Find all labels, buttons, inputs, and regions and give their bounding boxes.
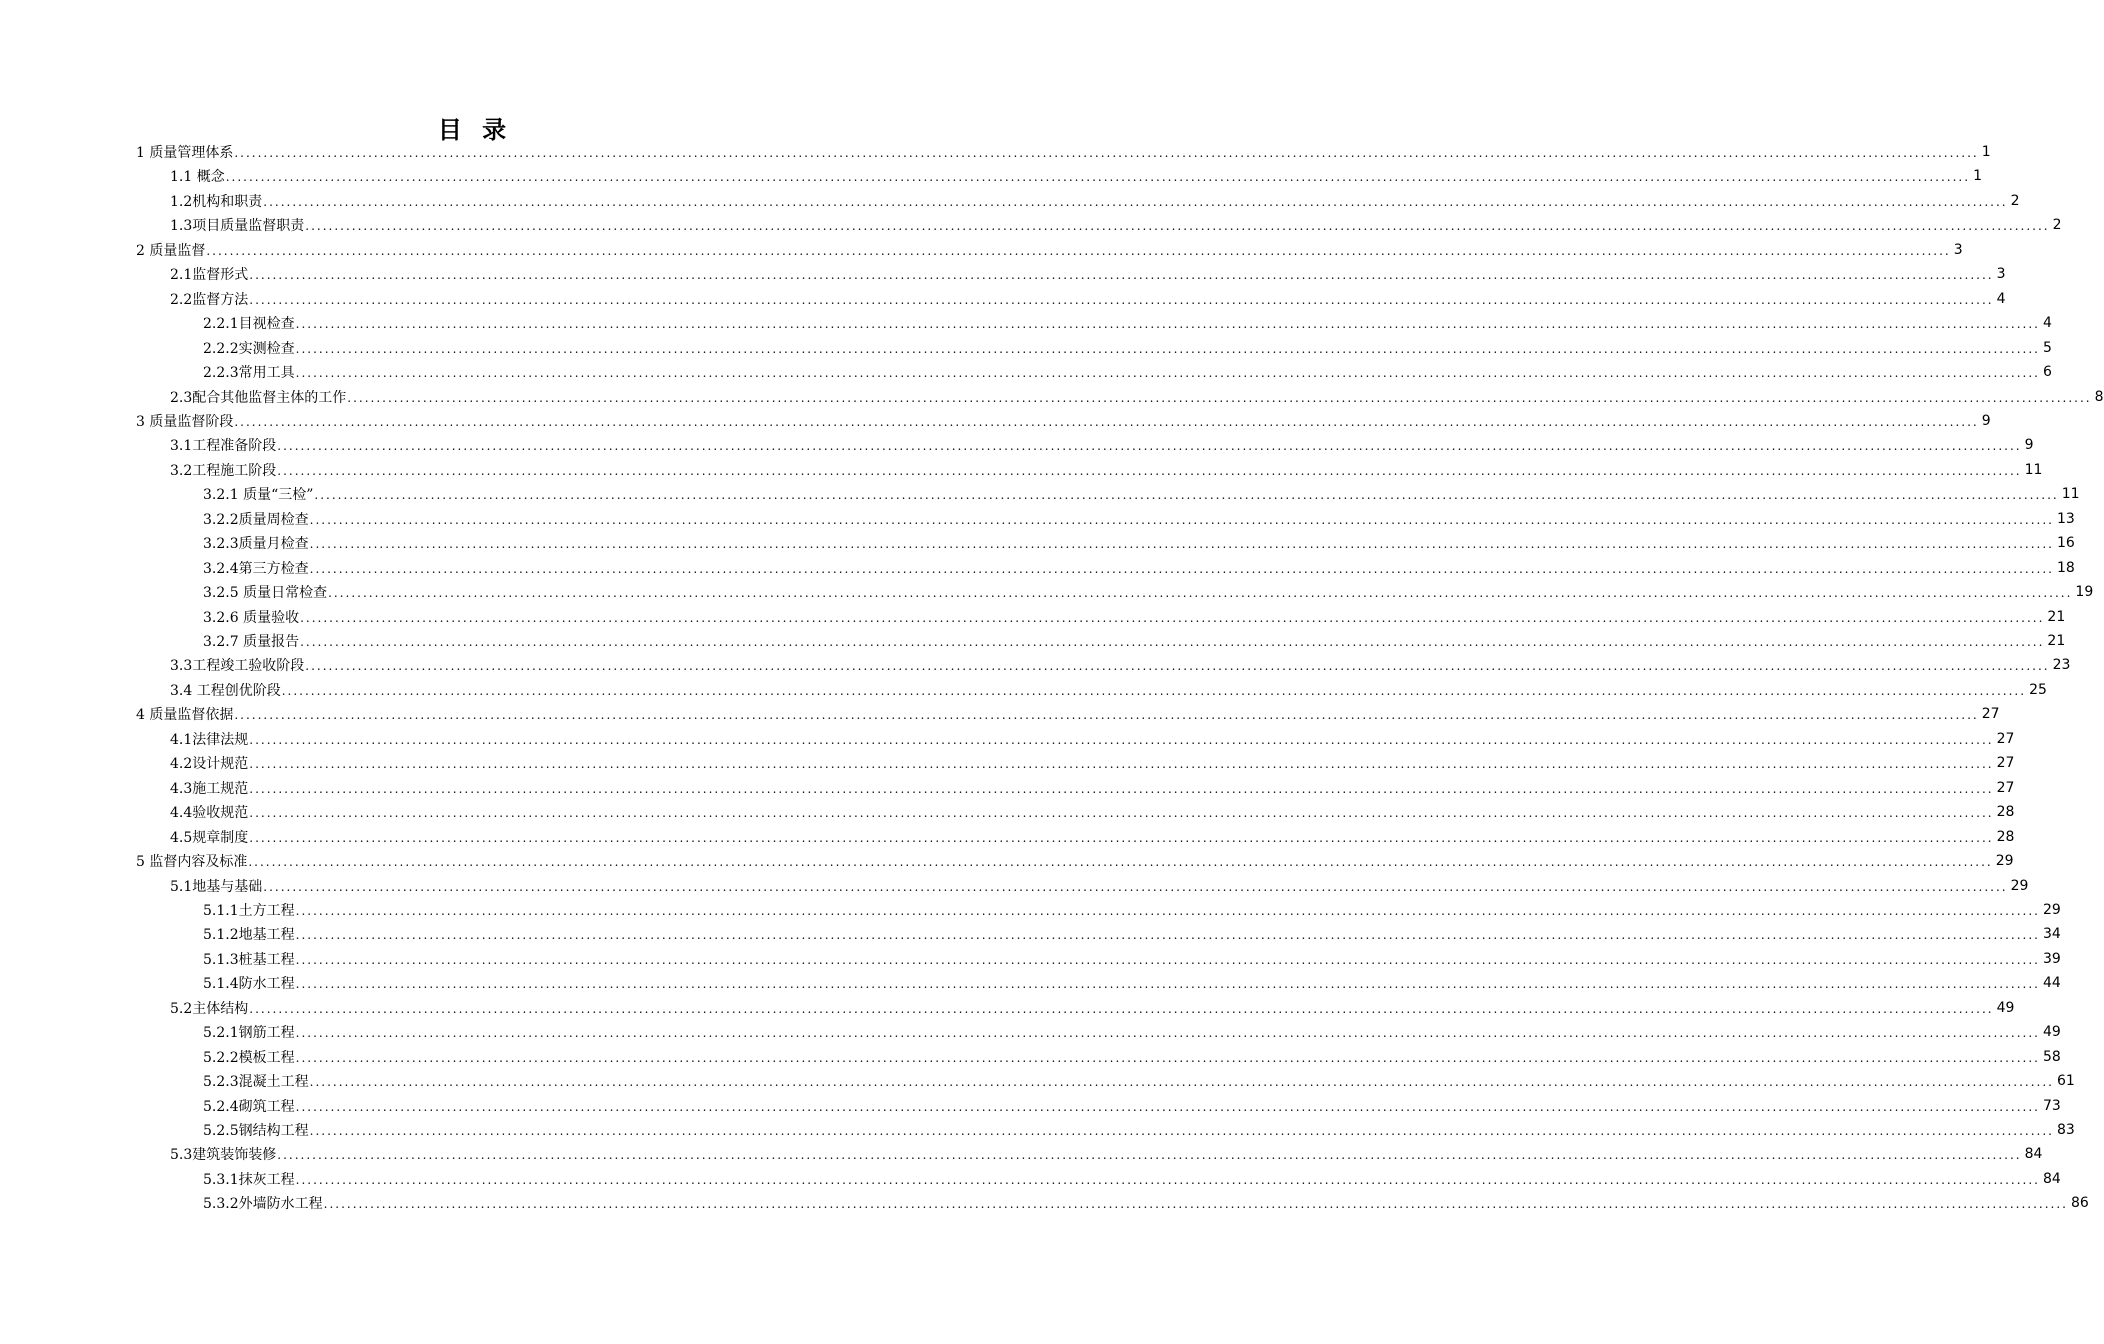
toc-page-number: 73	[2042, 1098, 2061, 1114]
toc-page-number: 58	[2042, 1049, 2061, 1065]
toc-page-number: 29	[1995, 853, 2014, 869]
toc-page-number: 29	[2010, 878, 2029, 894]
toc-page-number: 21	[2047, 633, 2066, 649]
toc-page-number: 49	[1996, 1000, 2015, 1016]
toc-leader-dots: ............................................................................................................................................................................................................................................................................................................	[309, 562, 2054, 576]
toc-entry[interactable]	[136, 850, 2014, 872]
toc-entry-label: 3.4 工程创优阶段	[170, 683, 281, 699]
toc-leader-dots: ............................................................................................................................................................................................................................................................................................................	[295, 342, 2040, 356]
toc-entry-label: 5.2.4砌筑工程	[203, 1099, 295, 1115]
toc-page-number: 13	[2056, 511, 2075, 527]
toc-page-number: 2	[2052, 217, 2062, 233]
toc-entry[interactable]	[170, 288, 2006, 310]
toc-entry[interactable]	[203, 1192, 2089, 1214]
toc-entry[interactable]	[203, 1119, 2075, 1141]
toc-entry-label: 5.2.2模板工程	[203, 1050, 295, 1066]
toc-entry[interactable]	[170, 263, 2006, 285]
toc-entry-label: 5.1.4防水工程	[203, 976, 295, 992]
toc-entry[interactable]	[203, 948, 2061, 970]
toc-leader-dots: ............................................................................................................................................................................................................................................................................................................	[295, 1051, 2040, 1065]
toc-entry-label: 3.3工程竣工验收阶段	[170, 658, 305, 674]
toc-entry-label: 4 质量监督依据	[136, 707, 234, 723]
toc-page-number: 4	[2042, 315, 2052, 331]
toc-page-number: 86	[2070, 1195, 2089, 1211]
toc-entry[interactable]	[203, 1095, 2061, 1117]
toc-entry-label: 5.2.3混凝土工程	[203, 1074, 309, 1090]
toc-entry-label: 5.1.3桩基工程	[203, 952, 295, 968]
toc-entry-label: 2.3配合其他监督主体的工作	[170, 390, 347, 406]
toc-page-number: 23	[2052, 657, 2071, 673]
toc-leader-dots: ............................................................................................................................................................................................................................................................................................................	[295, 953, 2040, 967]
toc-leader-dots: ............................................................................................................................................................................................................................................................................................................	[277, 439, 2022, 453]
toc-page-number: 19	[2075, 584, 2094, 600]
toc-entry[interactable]	[170, 777, 2015, 799]
toc-page-number: 28	[1996, 804, 2015, 820]
toc-entry-label: 5.3建筑装饰装修	[170, 1147, 277, 1163]
toc-entry[interactable]	[170, 459, 2043, 481]
toc-entry-label: 5.1.2地基工程	[203, 927, 295, 943]
toc-page-number: 18	[2056, 560, 2075, 576]
toc-entry-label: 4.3施工规范	[170, 781, 249, 797]
toc-leader-dots: ............................................................................................................................................................................................................................................................................................................	[295, 928, 2040, 942]
toc-leader-dots: ............................................................................................................................................................................................................................................................................................................	[249, 733, 1994, 747]
toc-entry[interactable]	[203, 923, 2061, 945]
toc-title: 目 录	[437, 116, 513, 144]
toc-leader-dots: ............................................................................................................................................................................................................................................................................................................	[263, 195, 2008, 209]
toc-leader-dots: ............................................................................................................................................................................................................................................................................................................	[305, 659, 2050, 673]
toc-entry[interactable]	[203, 1070, 2075, 1092]
toc-page-number: 16	[2056, 535, 2075, 551]
toc-page-number: 27	[1996, 755, 2015, 771]
toc-page-number: 84	[2024, 1146, 2043, 1162]
toc-leader-dots: ............................................................................................................................................................................................................................................................................................................	[249, 782, 1994, 796]
toc-entry[interactable]	[170, 214, 2062, 236]
toc-entry-label: 1.3项目质量监督职责	[170, 218, 305, 234]
toc-leader-dots: ............................................................................................................................................................................................................................................................................................................	[305, 219, 2050, 233]
toc-page-number: 11	[2024, 462, 2043, 478]
toc-page-number: 21	[2047, 609, 2066, 625]
toc-page-number: 27	[1981, 706, 2000, 722]
toc-entry-label: 3.2.3质量月检查	[203, 536, 309, 552]
toc-leader-dots: ............................................................................................................................................................................................................................................................................................................	[234, 708, 1979, 722]
toc-entry-label: 1.2机构和职责	[170, 194, 263, 210]
toc-leader-dots: ............................................................................................................................................................................................................................................................................................................	[249, 831, 1994, 845]
toc-entry-label: 5.3.2外墙防水工程	[203, 1196, 323, 1212]
toc-page-number: 5	[2042, 340, 2052, 356]
toc-entry[interactable]	[170, 165, 1982, 187]
toc-entry-label: 3 质量监督阶段	[136, 414, 234, 430]
toc-entry-label: 5.2.1钢筋工程	[203, 1025, 295, 1041]
toc-entry-label: 5.2主体结构	[170, 1001, 249, 1017]
toc-page-number: 3	[1996, 266, 2006, 282]
toc-page-number: 9	[2024, 437, 2034, 453]
toc-page-number: 28	[1996, 829, 2015, 845]
toc-leader-dots: ............................................................................................................................................................................................................................................................................................................	[309, 513, 2054, 527]
toc-leader-dots: ............................................................................................................................................................................................................................................................................................................	[300, 635, 2045, 649]
toc-entry-label: 5.1地基与基础	[170, 879, 263, 895]
toc-entry-label: 3.2.2质量周检查	[203, 512, 309, 528]
toc-leader-dots: ............................................................................................................................................................................................................................................................................................................	[309, 537, 2054, 551]
toc-entry[interactable]	[203, 361, 2052, 383]
toc-entry[interactable]	[203, 630, 2066, 652]
toc-leader-dots: ............................................................................................................................................................................................................................................................................................................	[249, 293, 1994, 307]
toc-leader-dots: ............................................................................................................................................................................................................................................................................................................	[281, 684, 2027, 698]
toc-entry[interactable]	[170, 679, 2047, 701]
toc-page-number: 25	[2029, 682, 2047, 698]
toc-entry-label: 2.2.3常用工具	[203, 365, 295, 381]
toc-entry[interactable]	[203, 1021, 2061, 1043]
toc-page-number: 8	[2094, 389, 2104, 405]
toc-entry[interactable]	[170, 801, 2015, 823]
toc-page-number: 29	[2042, 902, 2061, 918]
toc-entry[interactable]	[203, 483, 2080, 505]
toc-entry[interactable]	[203, 899, 2061, 921]
toc-entry-label: 3.2.4第三方检查	[203, 561, 309, 577]
toc-entry-label: 3.2.5 质量日常检查	[203, 585, 328, 601]
toc-page-number: 3	[1953, 242, 1963, 258]
toc-leader-dots: ............................................................................................................................................................................................................................................................................................................	[347, 391, 2092, 405]
toc-page-number: 11	[2061, 486, 2080, 502]
toc-page-number: 27	[1996, 780, 2015, 796]
toc-entry-label: 4.5规章制度	[170, 830, 249, 846]
toc-page-number: 1	[1973, 168, 1982, 184]
toc-entry[interactable]	[203, 557, 2075, 579]
toc-page-number: 84	[2042, 1171, 2061, 1187]
toc-entry-label: 1 质量管理体系	[136, 145, 234, 161]
toc-entry-label: 3.1工程准备阶段	[170, 438, 277, 454]
toc-entry-label: 3.2.1 质量“三检”	[203, 487, 314, 503]
toc-entry[interactable]	[136, 141, 1991, 163]
toc-entry[interactable]	[136, 703, 2000, 725]
toc-leader-dots: ............................................................................................................................................................................................................................................................................................................	[295, 1026, 2040, 1040]
toc-page-number: 61	[2056, 1073, 2075, 1089]
toc-leader-dots: ............................................................................................................................................................................................................................................................................................................	[295, 366, 2040, 380]
toc-entry-label: 4.1法律法规	[170, 732, 249, 748]
toc-entry[interactable]	[170, 826, 2015, 848]
toc-entry[interactable]	[203, 337, 2052, 359]
toc-page-number: 34	[2042, 926, 2061, 942]
toc-leader-dots: ............................................................................................................................................................................................................................................................................................................	[295, 1100, 2040, 1114]
toc-page-number: 39	[2042, 951, 2061, 967]
toc-entry-label: 5.2.5钢结构工程	[203, 1123, 309, 1139]
toc-entry-label: 3.2.7 质量报告	[203, 634, 300, 650]
toc-entry-label: 5.3.1抹灰工程	[203, 1172, 295, 1188]
toc-leader-dots: ............................................................................................................................................................................................................................................................................................................	[249, 1002, 1994, 1016]
toc-leader-dots: ............................................................................................................................................................................................................................................................................................................	[300, 611, 2045, 625]
toc-leader-dots: ............................................................................................................................................................................................................................................................................................................	[295, 977, 2040, 991]
toc-entry-label: 1.1 概念	[170, 169, 225, 185]
toc-entry[interactable]	[170, 434, 2034, 456]
toc-entry[interactable]	[136, 239, 1963, 261]
toc-entry[interactable]	[203, 581, 2094, 603]
toc-entry[interactable]	[203, 312, 2052, 334]
toc-page-number: 2	[2010, 193, 2020, 209]
toc-leader-dots: ............................................................................................................................................................................................................................................................................................................	[249, 757, 1994, 771]
toc-leader-dots: ............................................................................................................................................................................................................................................................................................................	[206, 244, 1951, 258]
toc-entry-label: 3.2工程施工阶段	[170, 463, 277, 479]
toc-leader-dots: ............................................................................................................................................................................................................................................................................................................	[295, 317, 2040, 331]
toc-entry-label: 4.4验收规范	[170, 805, 249, 821]
toc-page-number: 27	[1996, 731, 2015, 747]
toc-entry[interactable]	[170, 386, 2104, 408]
toc-page-number: 9	[1981, 413, 1991, 429]
toc-page-number: 1	[1981, 144, 1991, 160]
toc-entry[interactable]	[170, 997, 2015, 1019]
toc-leader-dots: ............................................................................................................................................................................................................................................................................................................	[295, 1173, 2040, 1187]
toc-entry[interactable]	[203, 606, 2066, 628]
toc-entry[interactable]	[170, 190, 2020, 212]
toc-entry-label: 2.2监督方法	[170, 292, 249, 308]
toc-entry-label: 4.2设计规范	[170, 756, 249, 772]
toc-leader-dots: ............................................................................................................................................................................................................................................................................................................	[309, 1075, 2054, 1089]
toc-leader-dots: ............................................................................................................................................................................................................................................................................................................	[249, 806, 1994, 820]
toc-leader-dots: ............................................................................................................................................................................................................................................................................................................	[309, 1124, 2054, 1138]
toc-entry[interactable]	[203, 508, 2075, 530]
toc-entry-label: 5 监督内容及标准	[136, 854, 248, 870]
toc-leader-dots: ............................................................................................................................................................................................................................................................................................................	[295, 904, 2040, 918]
toc-leader-dots: ............................................................................................................................................................................................................................................................................................................	[328, 586, 2073, 600]
toc-entry[interactable]	[170, 1143, 2043, 1165]
toc-page-number: 4	[1996, 291, 2006, 307]
toc-entry-label: 2.2.1目视检查	[203, 316, 295, 332]
toc-entry[interactable]	[203, 1168, 2061, 1190]
toc-entry[interactable]	[203, 972, 2061, 994]
toc-leader-dots: ............................................................................................................................................................................................................................................................................................................	[314, 488, 2059, 502]
toc-page-number: 83	[2056, 1122, 2075, 1138]
toc-leader-dots: ............................................................................................................................................................................................................................................................................................................	[248, 855, 1993, 869]
toc-leader-dots: ............................................................................................................................................................................................................................................................................................................	[277, 464, 2022, 478]
toc-leader-dots: ............................................................................................................................................................................................................................................................................................................	[249, 268, 1994, 282]
toc-page-number: 49	[2042, 1024, 2061, 1040]
toc-leader-dots: ............................................................................................................................................................................................................................................................................................................	[277, 1148, 2022, 1162]
toc-entry[interactable]	[170, 654, 2071, 676]
toc-leader-dots: ............................................................................................................................................................................................................................................................................................................	[263, 880, 2008, 894]
toc-entry[interactable]	[136, 410, 1991, 432]
toc-entry[interactable]	[203, 532, 2075, 554]
toc-entry[interactable]	[170, 752, 2015, 774]
toc-entry[interactable]	[203, 1046, 2061, 1068]
toc-page-number: 44	[2042, 975, 2061, 991]
toc-page-number: 6	[2042, 364, 2052, 380]
toc-leader-dots: ............................................................................................................................................................................................................................................................................................................	[234, 415, 1979, 429]
toc-entry-label: 2.2.2实测检查	[203, 341, 295, 357]
toc-entry[interactable]	[170, 728, 2015, 750]
toc-entry-label: 3.2.6 质量验收	[203, 610, 300, 626]
toc-entry[interactable]	[170, 875, 2029, 897]
toc-leader-dots: ............................................................................................................................................................................................................................................................................................................	[234, 146, 1979, 160]
toc-entry-label: 2 质量监督	[136, 243, 206, 259]
toc-leader-dots: ............................................................................................................................................................................................................................................................................................................	[225, 170, 1971, 184]
toc-leader-dots: ............................................................................................................................................................................................................................................................................................................	[323, 1197, 2068, 1211]
toc-entry-label: 2.1监督形式	[170, 267, 249, 283]
toc-entry-label: 5.1.1土方工程	[203, 903, 295, 919]
